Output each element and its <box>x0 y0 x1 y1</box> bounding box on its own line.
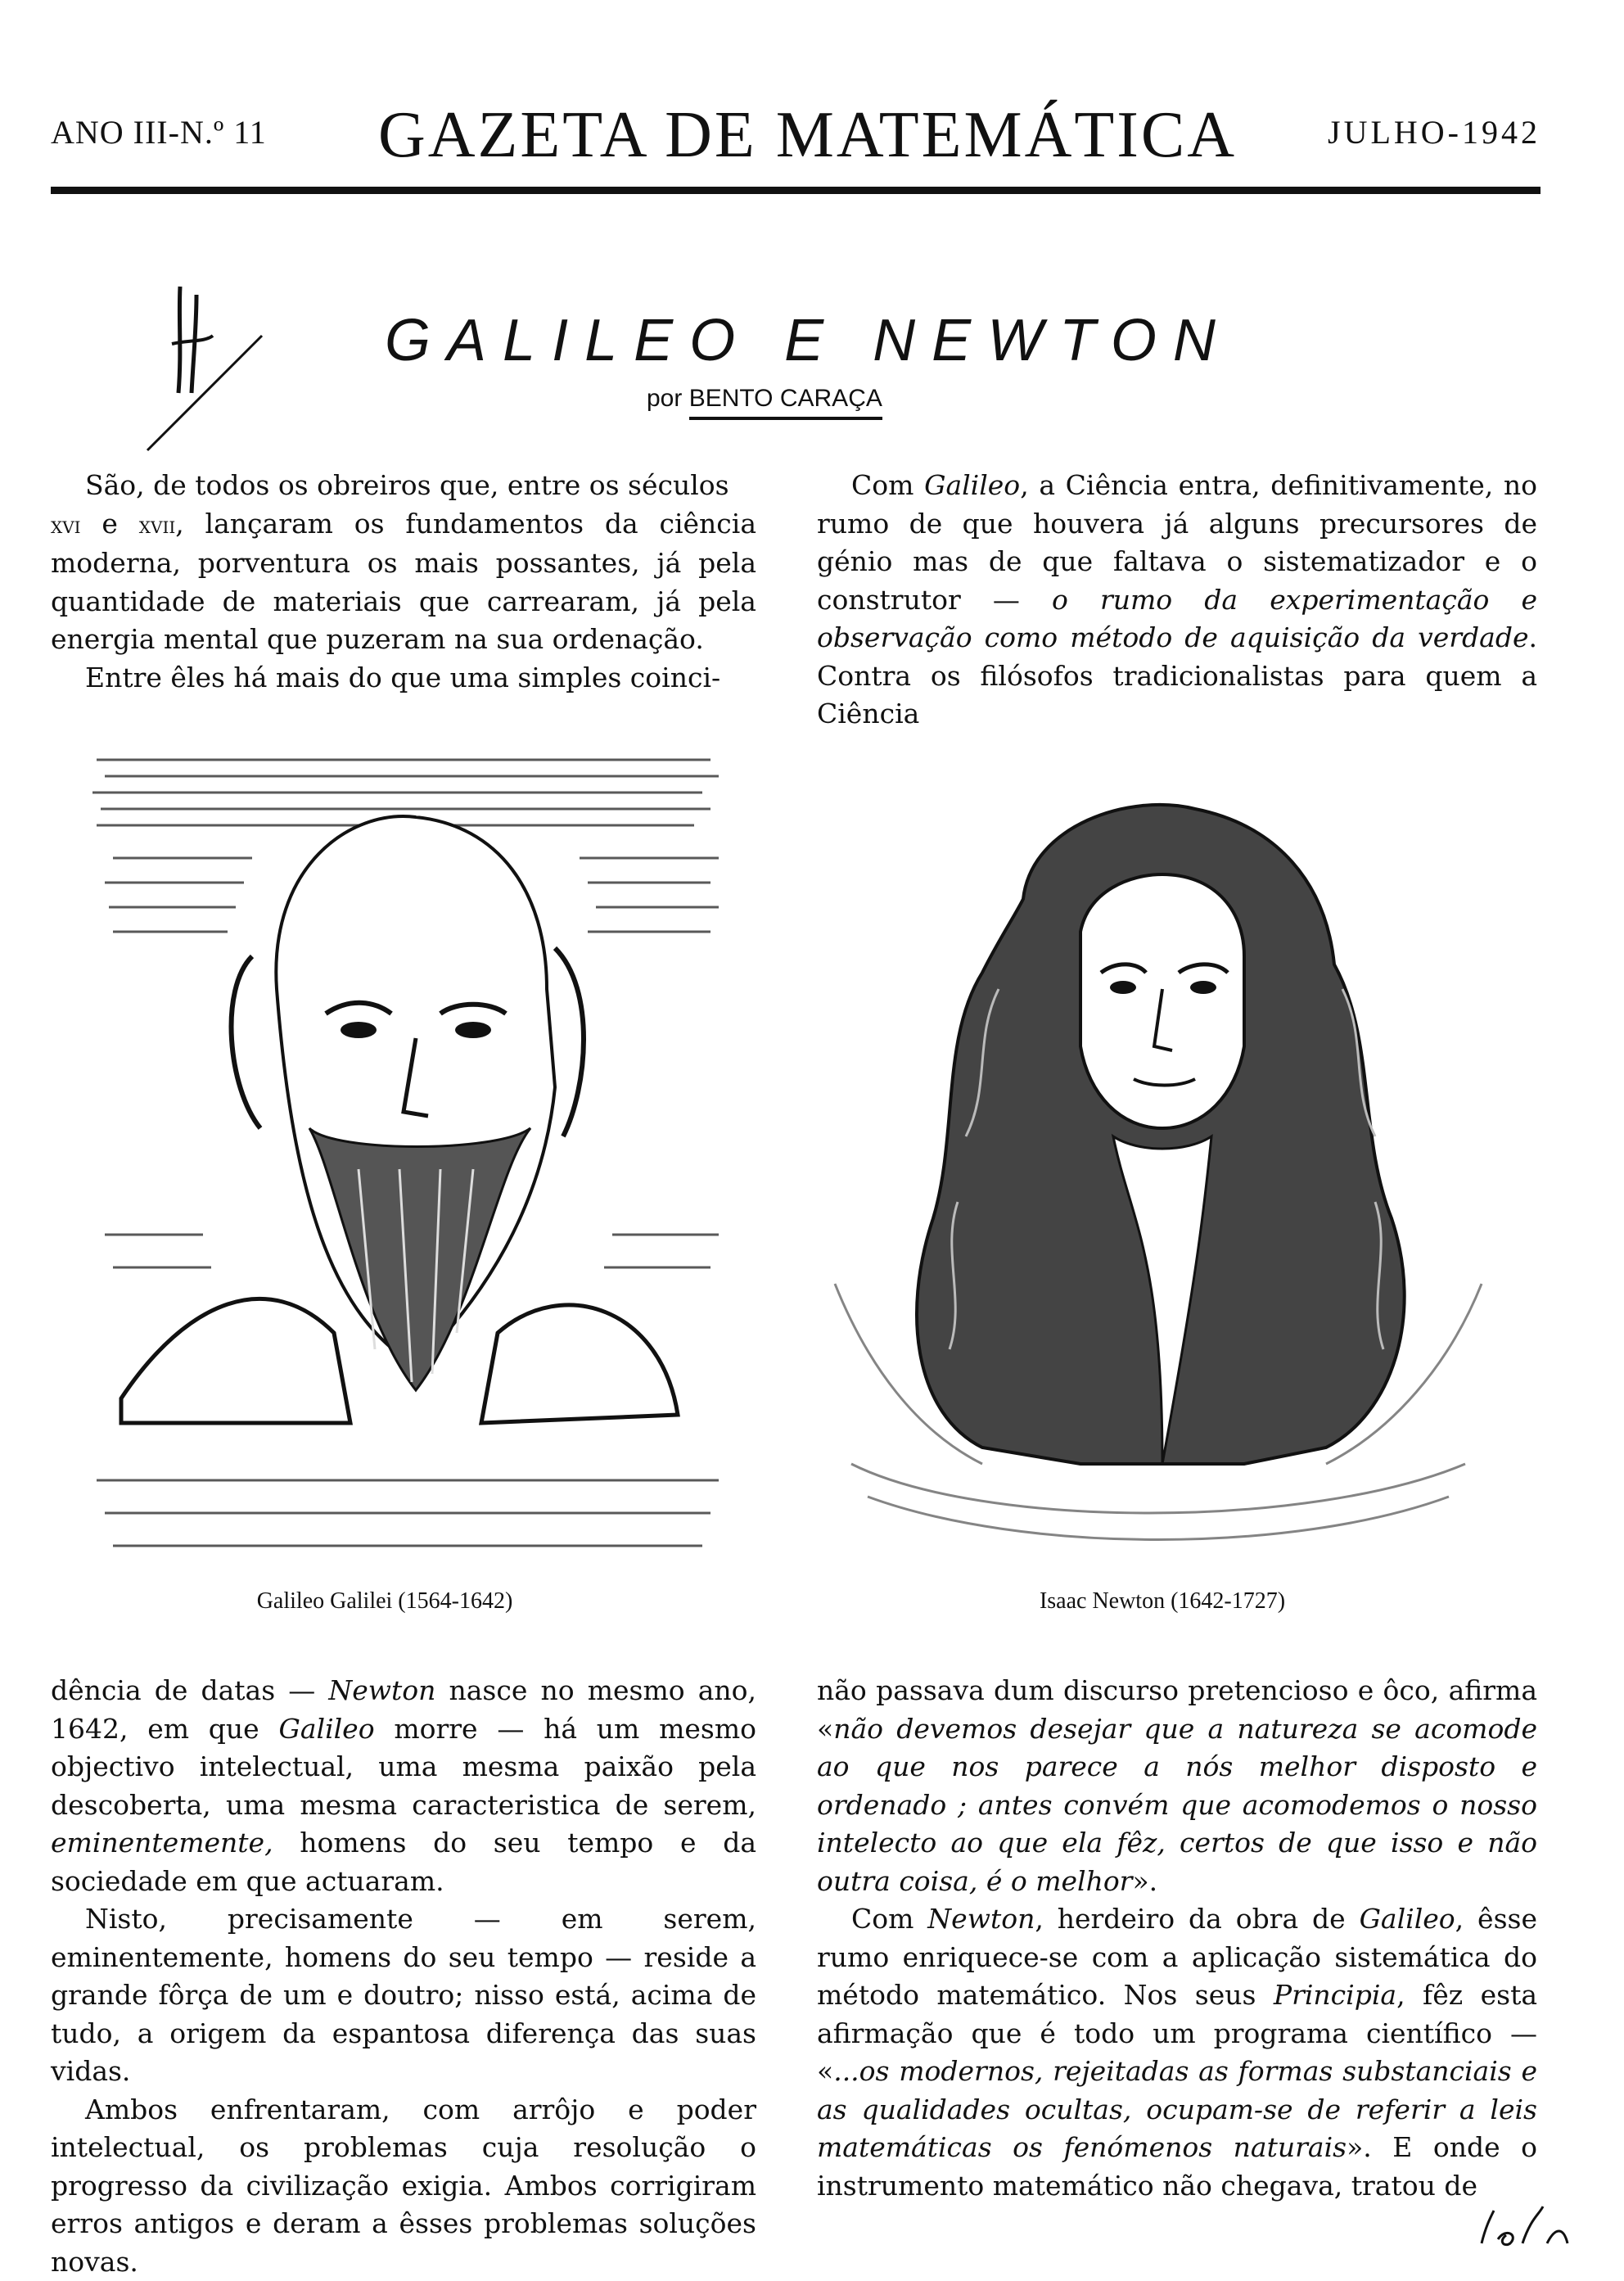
galileo-portrait <box>88 743 727 1562</box>
issue-number: ANO III-N.º 11 <box>51 113 267 151</box>
paragraph: São, de todos os obreiros que, entre os séculos xvi e xvii, lançaram os fundamentos da ciência moderna, porventura os mais possantes, já pela quantidade de materiais que carrearam, já pela energia mental que puzeram na sua ordenação. <box>51 467 756 659</box>
paragraph: Com Newton, herdeiro da obra de Galileo, êsse rumo enriquece-se com a aplicação sistemática do método matemático. Nos seus Principia, fêz esta afirmação que é todo um programa científico — «...os modernos, rejeitadas as formas substanciais e as qualidades ocultas, ocupam-se de referir a leis matemáticas os fenómenos naturais». E onde o instrumento matemático não chegava, tratou de <box>817 1900 1537 2205</box>
paragraph: não passava dum discurso pretencioso e ôco, afirma «não devemos desejar que a natureza se acomode ao que nos parece a nós melhor disposto e ordenado ; antes convém que acomodemos o nosso intelecto ao que ela fêz, certos de que isso e não outra coisa, é o melhor». <box>817 1672 1537 1900</box>
journal-title: GAZETA DE MATEMÁTICA <box>378 98 1237 173</box>
caption-galileo: Galileo Galilei (1564-1642) <box>139 1588 630 1615</box>
handwritten-signature-icon <box>1473 2202 1596 2252</box>
byline-prefix: por <box>647 385 682 412</box>
column-right-top <box>817 467 1537 734</box>
issue-date: JULHO-1942 <box>1328 113 1541 151</box>
column-left-top <box>51 467 756 697</box>
caption-newton: Isaac Newton (1642-1727) <box>917 1588 1408 1615</box>
masthead <box>51 98 1541 188</box>
byline <box>647 385 882 413</box>
handwritten-mark-icon <box>139 270 270 458</box>
article-title: GALILEO E NEWTON <box>385 307 1232 374</box>
newton-portrait <box>819 793 1498 1570</box>
paragraph: dência de datas — Newton nasce no mesmo ano, 1642, em que Galileo morre — há um mesmo objectivo intelectual, uma mesma paixão pela descoberta, uma mesma caracteristica de serem, eminentemente, homens do seu tempo e da sociedade em que actuaram. <box>51 1672 756 1900</box>
masthead-rule <box>51 187 1541 194</box>
column-left-bottom <box>51 1672 756 2281</box>
column-right-bottom <box>817 1672 1537 2205</box>
author-name: BENTO CARAÇA <box>689 385 882 420</box>
paragraph: Ambos enfrentaram, com arrôjo e poder intelectual, os problemas cuja resolução o progresso da civilização exigia. Ambos corrigiram erros antigos e deram a êsses problemas soluções novas. <box>51 2091 756 2281</box>
paragraph: Entre êles há mais do que uma simples coinci- <box>51 659 756 698</box>
paragraph: Com Galileo, a Ciência entra, definitivamente, no rumo de que houvera já alguns precursores de génio mas de que faltava o sistematizador e o construtor — o rumo da experimentação e observação como método de aquisição da verdade. Contra os filósofos tradicionalistas para quem a Ciência <box>817 467 1537 734</box>
paragraph: Nisto, precisamente — em serem, eminentemente, homens do seu tempo — reside a grande fôrça de um e doutro; nisso está, acima de tudo, a origem da espantosa diferença das suas vidas. <box>51 1900 756 2091</box>
